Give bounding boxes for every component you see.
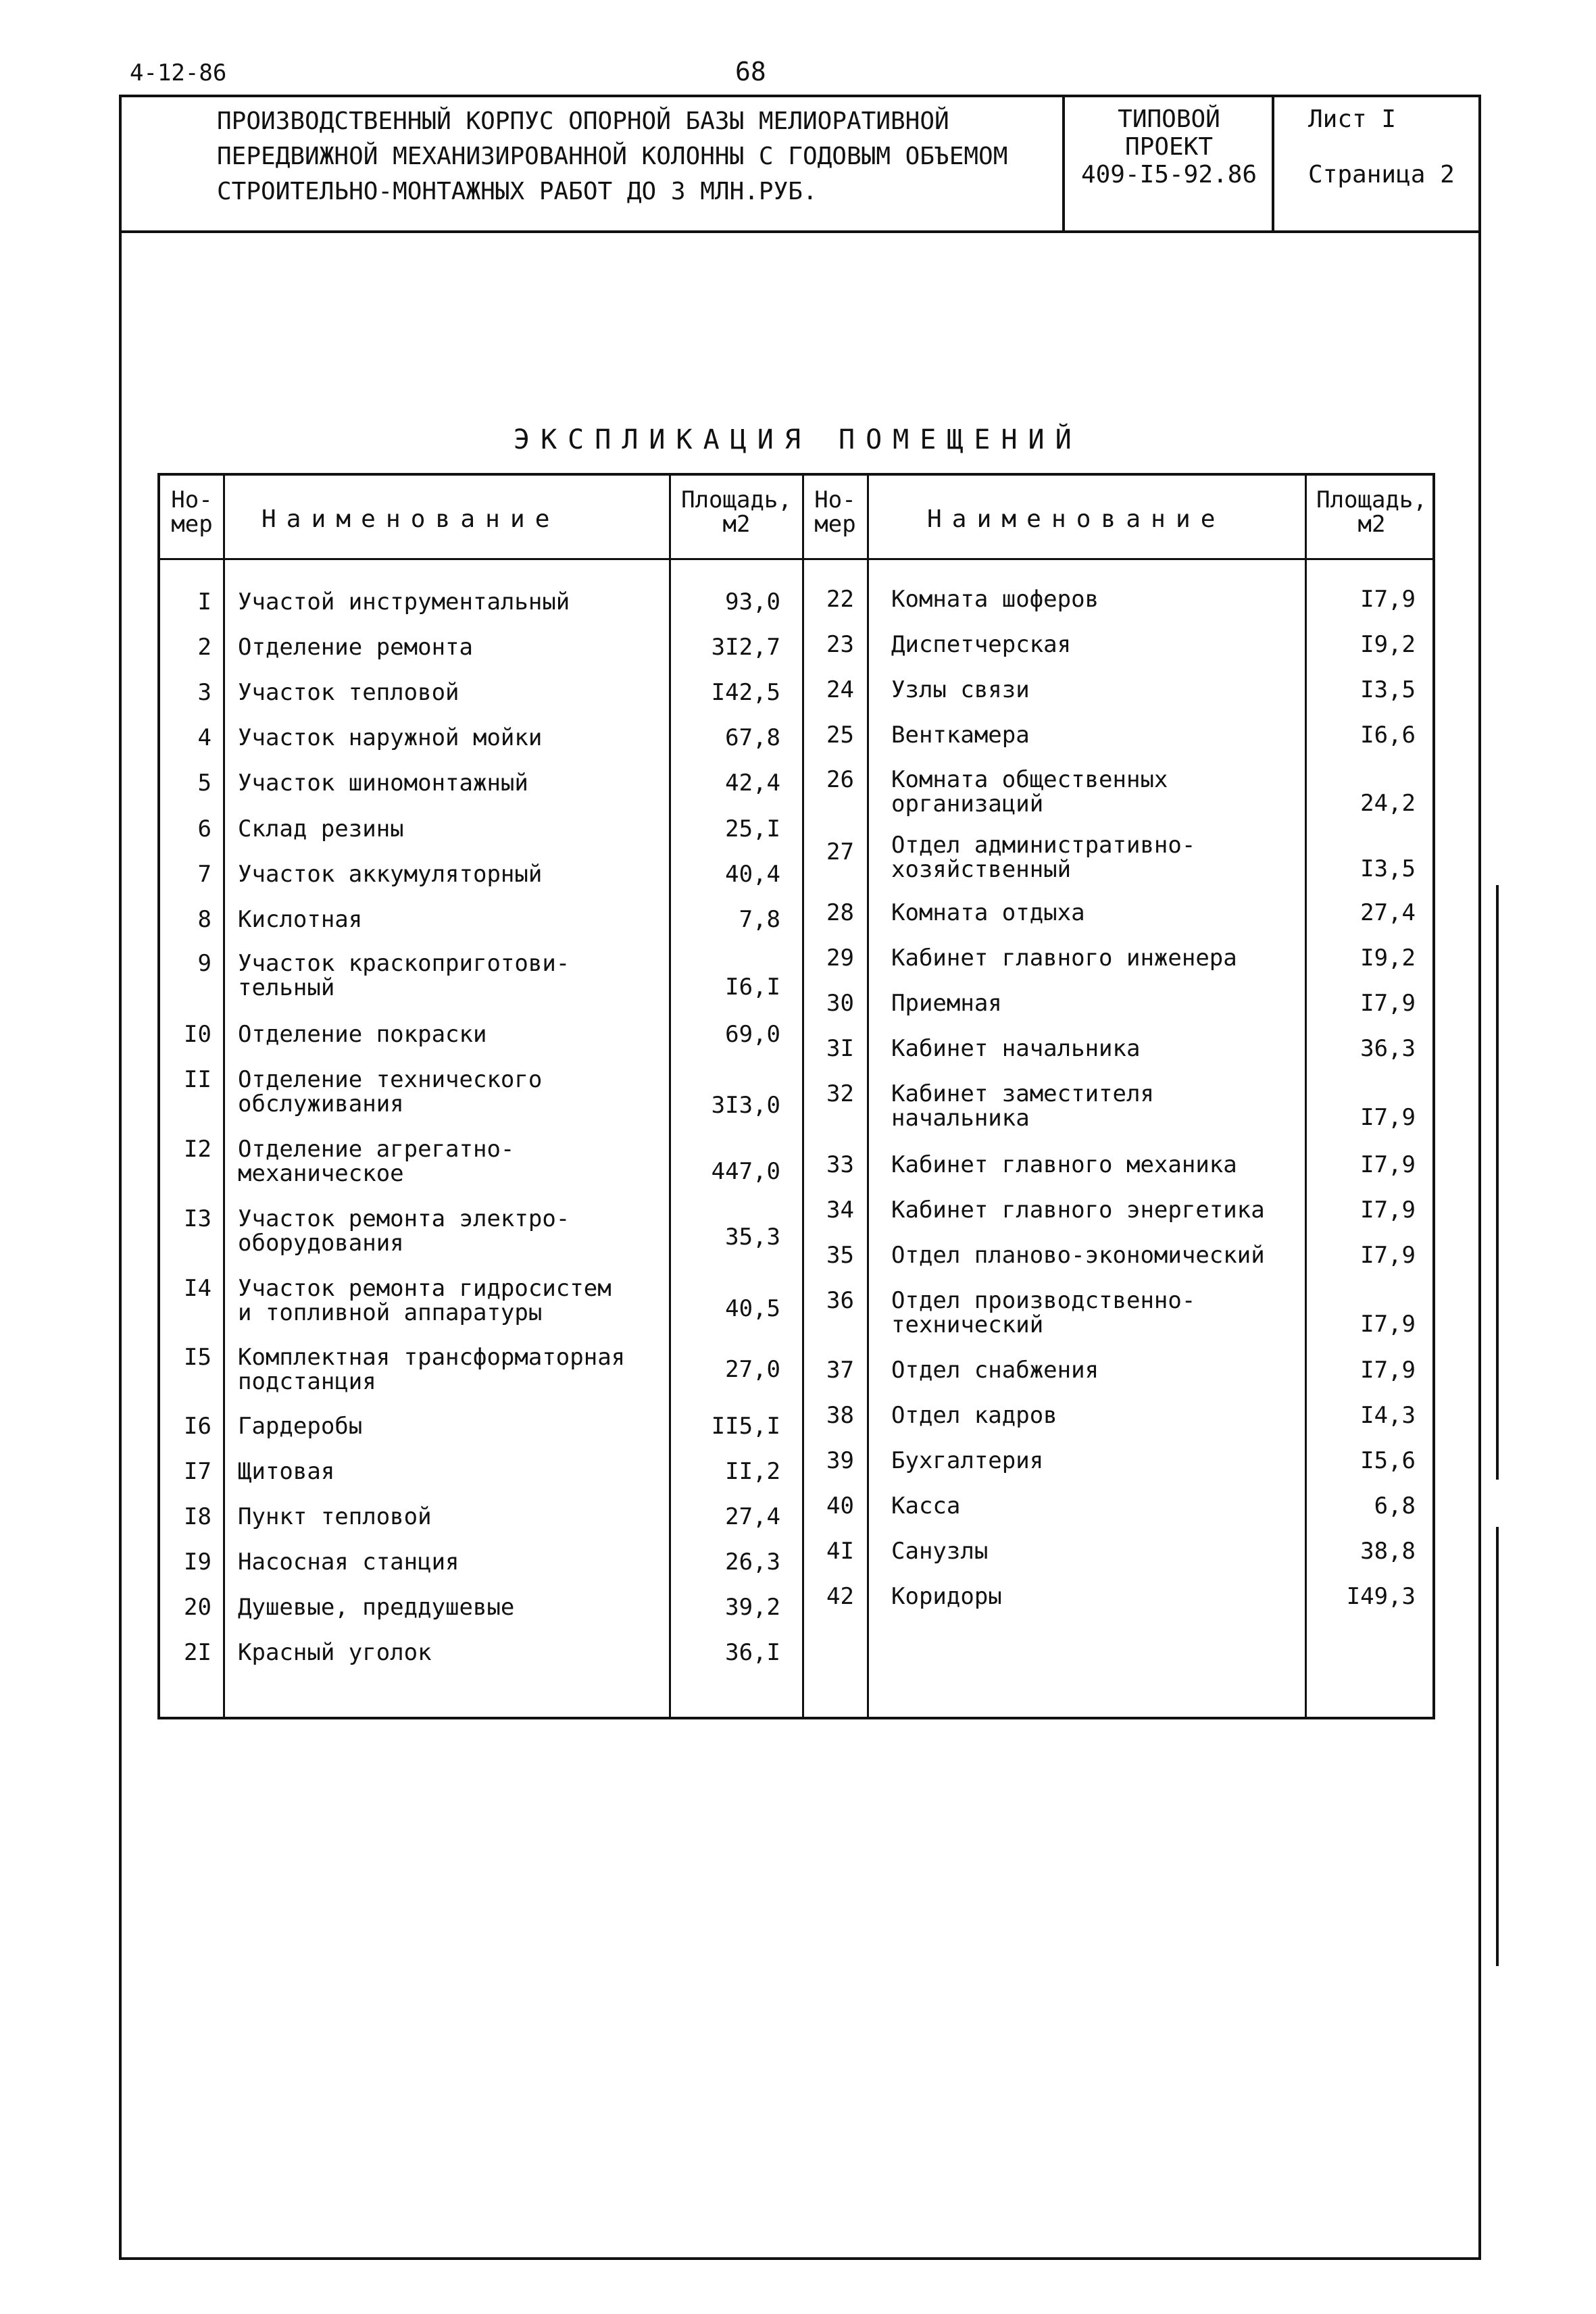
room-name: Коридоры xyxy=(891,1583,1002,1610)
document-code: 4-12-86 xyxy=(130,59,227,86)
col-area-header xyxy=(1307,488,1436,536)
room-area: I6,I xyxy=(725,974,780,1001)
room-name: Кислотная xyxy=(238,906,363,933)
project-title xyxy=(217,104,1048,209)
title-divider xyxy=(1062,95,1065,230)
room-number: I6 xyxy=(184,1413,211,1440)
room-name: Отделение технического xyxy=(238,1066,543,1093)
room-name: Отделение агрегатно- xyxy=(238,1136,515,1163)
room-number: I3 xyxy=(184,1205,211,1232)
header-line: Но- xyxy=(814,486,856,513)
header-line: м2 xyxy=(722,511,751,538)
room-area: I3,5 xyxy=(1360,676,1416,703)
room-number: 4 xyxy=(197,724,211,751)
room-name: Отделение покраски xyxy=(238,1021,487,1048)
room-number: I2 xyxy=(184,1136,211,1163)
room-number: I4 xyxy=(184,1275,211,1302)
room-area: 93,0 xyxy=(725,588,780,615)
room-area: I6,6 xyxy=(1360,722,1416,749)
room-name: технический xyxy=(891,1311,1044,1338)
room-number: 36 xyxy=(826,1287,854,1314)
room-number: I0 xyxy=(184,1021,211,1048)
room-area: 25,I xyxy=(725,815,780,842)
room-name: начальника xyxy=(891,1105,1030,1132)
room-name: Гардеробы xyxy=(238,1413,363,1440)
room-area: 40,4 xyxy=(725,861,780,888)
room-name: Участой инструментальный xyxy=(238,588,570,615)
room-name: Приемная xyxy=(891,990,1002,1017)
room-name: хозяйственный xyxy=(891,856,1072,883)
room-number: I xyxy=(197,588,211,615)
header-line: мер xyxy=(171,511,213,538)
room-area: 40,5 xyxy=(725,1295,780,1322)
room-area: I4,3 xyxy=(1360,1402,1416,1429)
room-name: Участок краскоприготови- xyxy=(238,950,570,977)
header-line: Но- xyxy=(171,486,213,513)
page-label: Страница 2 xyxy=(1308,161,1455,188)
edge-mark xyxy=(1496,1527,1499,1966)
room-number: 6 xyxy=(197,815,211,842)
header-line: Площадь, xyxy=(681,486,792,513)
room-number: 40 xyxy=(826,1492,854,1519)
room-number: 26 xyxy=(826,766,854,793)
room-name: Отдел планово-экономический xyxy=(891,1242,1265,1269)
room-name: Кабинет главного энергетика xyxy=(891,1197,1265,1224)
room-name: Кабинет начальника xyxy=(891,1035,1141,1062)
room-number: 35 xyxy=(826,1242,854,1269)
header-line: м2 xyxy=(1357,511,1386,538)
room-area: 67,8 xyxy=(725,724,780,751)
room-area: 7,8 xyxy=(739,906,780,933)
project-number: 409-I5-92.86 xyxy=(1080,161,1257,188)
title-block xyxy=(119,95,1481,233)
col-name-header: Наименование xyxy=(927,505,1226,533)
room-name: Кабинет главного механика xyxy=(891,1151,1237,1178)
room-area: 27,4 xyxy=(725,1503,780,1530)
room-name: подстанция xyxy=(238,1368,376,1395)
col-number-header xyxy=(805,488,865,536)
room-area: I5,6 xyxy=(1360,1447,1416,1474)
room-number: 28 xyxy=(826,899,854,926)
project-title-line: ПЕРЕДВИЖНОЙ МЕХАНИЗИРОВАННОЙ КОЛОННЫ С ГОДОВЫМ ОБЪЕМОМ xyxy=(217,143,1008,170)
room-name: тельный xyxy=(238,974,335,1001)
room-area: 3I2,7 xyxy=(711,634,780,661)
title-divider xyxy=(1272,95,1274,230)
room-name: Участок тепловой xyxy=(238,679,459,706)
column-divider xyxy=(1305,476,1307,1717)
room-schedule-table xyxy=(157,473,1435,1719)
room-area: 36,3 xyxy=(1360,1035,1416,1062)
room-name: Участок наружной мойки xyxy=(238,724,543,751)
room-name: и топливной аппаратуры xyxy=(238,1299,543,1326)
room-name: механическое xyxy=(238,1160,404,1187)
room-area: 69,0 xyxy=(725,1021,780,1048)
project-title-line: ПРОИЗВОДСТВЕННЫЙ КОРПУС ОПОРНОЙ БАЗЫ МЕЛИОРАТИВНОЙ xyxy=(217,107,949,135)
room-name: Кабинет главного инженера xyxy=(891,945,1237,972)
room-area: 26,3 xyxy=(725,1549,780,1576)
room-area: I49,3 xyxy=(1346,1583,1416,1610)
room-number: 30 xyxy=(826,990,854,1017)
room-number: 27 xyxy=(826,838,854,865)
col-number-header xyxy=(163,488,221,536)
room-name: Комната отдыха xyxy=(891,899,1085,926)
room-area: 6,8 xyxy=(1374,1492,1416,1519)
room-number: 42 xyxy=(826,1583,854,1610)
header-line: Площадь, xyxy=(1316,486,1427,513)
room-area: I9,2 xyxy=(1360,945,1416,972)
room-number: 4I xyxy=(826,1538,854,1565)
room-area: 24,2 xyxy=(1360,790,1416,817)
room-name: Насосная станция xyxy=(238,1549,459,1576)
room-name: Отделение ремонта xyxy=(238,634,473,661)
room-number: 7 xyxy=(197,861,211,888)
room-number: I8 xyxy=(184,1503,211,1530)
room-name: Душевые, преддушевые xyxy=(238,1594,515,1621)
column-divider xyxy=(223,476,225,1717)
room-number: 34 xyxy=(826,1197,854,1224)
room-area: 38,8 xyxy=(1360,1538,1416,1565)
room-name: Участок аккумуляторный xyxy=(238,861,543,888)
room-name: Санузлы xyxy=(891,1538,989,1565)
room-name: Венткамера xyxy=(891,722,1030,749)
room-name: Касса xyxy=(891,1492,961,1519)
column-divider xyxy=(867,476,869,1717)
table-heading: ЭКСПЛИКАЦИЯ ПОМЕЩЕНИЙ xyxy=(514,424,1082,455)
project-type-label: ТИПОВОЙ ПРОЕКТ xyxy=(1118,105,1220,161)
room-name: Красный уголок xyxy=(238,1639,432,1666)
room-number: 5 xyxy=(197,770,211,797)
room-name: Диспетчерская xyxy=(891,631,1072,658)
room-number: 24 xyxy=(826,676,854,703)
room-name: Пункт тепловой xyxy=(238,1503,432,1530)
room-area: 35,3 xyxy=(725,1224,780,1251)
room-area: I42,5 xyxy=(711,679,780,706)
room-area: I7,9 xyxy=(1360,1357,1416,1384)
room-area: 447,0 xyxy=(711,1158,780,1185)
col-name-header: Наименование xyxy=(261,505,560,533)
room-area: I7,9 xyxy=(1360,1151,1416,1178)
room-area: II5,I xyxy=(711,1413,780,1440)
room-area: 36,I xyxy=(725,1639,780,1666)
room-number: 8 xyxy=(197,906,211,933)
room-number: 38 xyxy=(826,1402,854,1429)
room-number: 22 xyxy=(826,586,854,613)
room-number: 3I xyxy=(826,1035,854,1062)
column-divider xyxy=(802,476,804,1717)
room-number: 25 xyxy=(826,722,854,749)
room-name: Участок ремонта гидросистем xyxy=(238,1275,612,1302)
room-number: 32 xyxy=(826,1080,854,1107)
room-number: 23 xyxy=(826,631,854,658)
room-area: I7,9 xyxy=(1360,990,1416,1017)
room-name: Бухгалтерия xyxy=(891,1447,1044,1474)
room-number: I7 xyxy=(184,1458,211,1485)
room-name: обслуживания xyxy=(238,1090,404,1117)
room-name: Участок ремонта электро- xyxy=(238,1205,570,1232)
room-number: 20 xyxy=(184,1594,211,1621)
room-name: Отдел производственно- xyxy=(891,1287,1196,1314)
room-area: I7,9 xyxy=(1360,586,1416,613)
column-divider xyxy=(669,476,671,1717)
room-area: 27,4 xyxy=(1360,899,1416,926)
header-divider xyxy=(160,558,1432,560)
room-name: Комната шоферов xyxy=(891,586,1099,613)
room-area: I9,2 xyxy=(1360,631,1416,658)
room-name: Комната общественных xyxy=(891,766,1168,793)
room-number: 3 xyxy=(197,679,211,706)
room-area: I3,5 xyxy=(1360,855,1416,882)
room-area: I7,9 xyxy=(1360,1242,1416,1269)
header-line: мер xyxy=(814,511,856,538)
room-area: 27,0 xyxy=(725,1356,780,1383)
room-number: 2I xyxy=(184,1639,211,1666)
room-name: Отдел снабжения xyxy=(891,1357,1099,1384)
room-area: II,2 xyxy=(725,1458,780,1485)
sheet-number: Лист I xyxy=(1308,105,1397,133)
room-number: I5 xyxy=(184,1344,211,1371)
room-number: 2 xyxy=(197,634,211,661)
edge-mark xyxy=(1496,885,1499,1480)
room-name: оборудования xyxy=(238,1230,404,1257)
room-area: 39,2 xyxy=(725,1594,780,1621)
room-name: Щитовая xyxy=(238,1458,335,1485)
room-area: 42,4 xyxy=(725,770,780,797)
room-name: Участок шиномонтажный xyxy=(238,770,528,797)
room-name: организаций xyxy=(891,790,1044,818)
room-number: II xyxy=(184,1066,211,1093)
room-number: 33 xyxy=(826,1151,854,1178)
room-name: Узлы связи xyxy=(891,676,1030,703)
room-area: I7,9 xyxy=(1360,1311,1416,1338)
room-name: Отдел административно- xyxy=(891,832,1196,859)
room-area: I7,9 xyxy=(1360,1197,1416,1224)
col-area-header xyxy=(672,488,801,536)
room-area: 3I3,0 xyxy=(711,1092,780,1119)
room-number: 29 xyxy=(826,945,854,972)
room-number: 39 xyxy=(826,1447,854,1474)
room-number: I9 xyxy=(184,1549,211,1576)
room-name: Кабинет заместителя xyxy=(891,1080,1154,1107)
room-name: Отдел кадров xyxy=(891,1402,1057,1429)
room-number: 9 xyxy=(197,950,211,977)
room-area: I7,9 xyxy=(1360,1104,1416,1131)
room-number: 37 xyxy=(826,1357,854,1384)
page-number: 68 xyxy=(735,57,766,86)
room-name: Склад резины xyxy=(238,815,404,842)
room-name: Комплектная трансформаторная xyxy=(238,1344,626,1371)
project-title-line: СТРОИТЕЛЬНО-МОНТАЖНЫХ РАБОТ ДО 3 МЛН.РУБ. xyxy=(217,178,818,205)
